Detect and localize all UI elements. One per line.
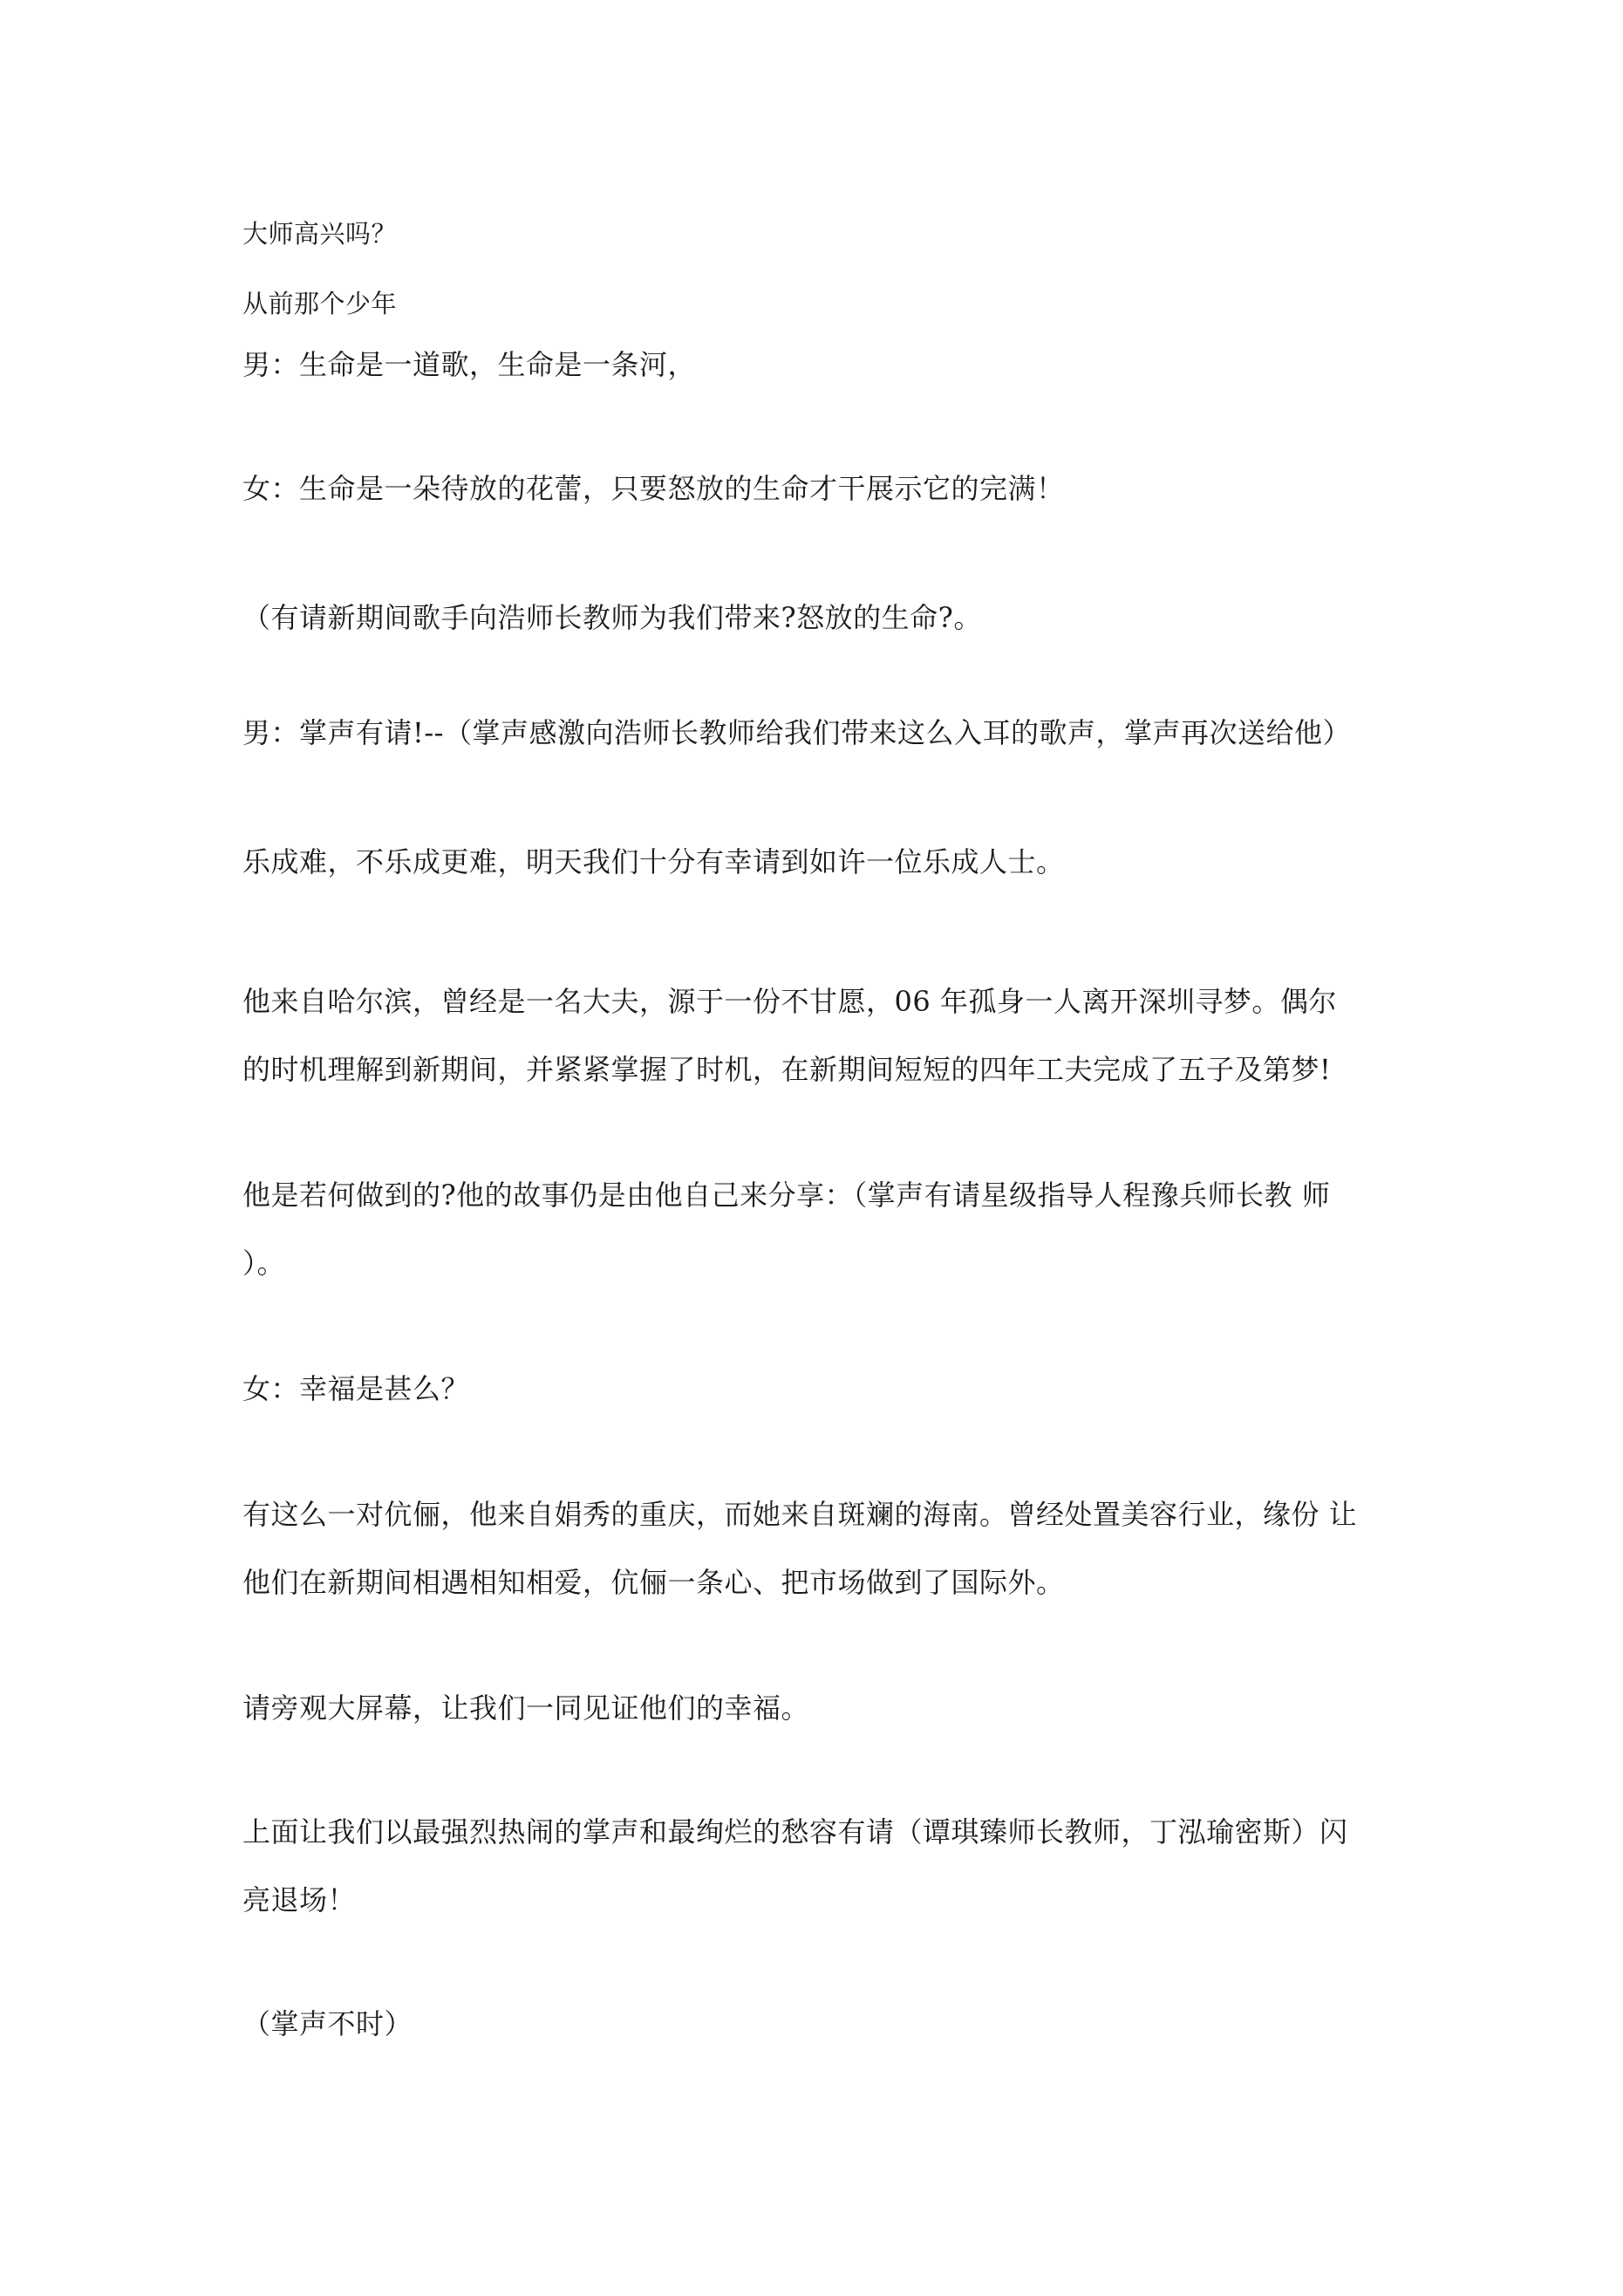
text-line: 大师高兴吗？	[242, 219, 398, 249]
text-line: 女：幸福是甚么？	[242, 1372, 470, 1405]
text-line: 他是若何做到的?他的故事仍是由他自己来分享：（掌声有请星级指导人程豫兵师长教 师	[242, 1179, 1331, 1212]
text-line: 他们在新期间相遇相知相爱，伉俪一条心、把市场做到了国际外。	[242, 1566, 1065, 1599]
text-line: 上面让我们以最强烈热闹的掌声和最绚烂的愁容有请（谭琪臻师长教师，丁泓瑜密斯）闪	[242, 1815, 1348, 1848]
text-line: 乐成难，不乐成更难，明天我们十分有幸请到如许一位乐成人士。	[242, 845, 1065, 878]
text-line: 男：掌声有请!--（掌声感激向浩师长教师给我们带来这么入耳的歌声，掌声再次送给他）	[242, 716, 1351, 749]
text-line: 女：生命是一朵待放的花蕾，只要怒放的生命才干展示它的完满！	[242, 472, 1065, 505]
text-line: 他来自哈尔滨，曾经是一名大夫，源于一份不甘愿，06 年孤身一人离开深圳寻梦。偶尔	[242, 985, 1337, 1018]
text-line: 有这么一对伉俪，他来自娟秀的重庆，而她来自斑斓的海南。曾经处置美容行业，缘份 让	[242, 1498, 1358, 1531]
text-line: 的时机理解到新期间，并紧紧掌握了时机，在新期间短短的四年工夫完成了五子及第梦!	[242, 1053, 1332, 1086]
text-line: 男：生命是一道歌，生命是一条河，	[242, 348, 697, 381]
text-line: 从前那个少年	[242, 289, 398, 318]
text-line: （有请新期间歌手向浩师长教师为我们带来?怒放的生命?。	[242, 601, 982, 634]
text-line: （掌声不时）	[242, 2007, 413, 2040]
text-line: 请旁观大屏幕，让我们一同见证他们的幸福。	[242, 1691, 810, 1725]
text-line: ）。	[242, 1247, 286, 1280]
text-line: 亮退场！	[242, 1883, 357, 1917]
